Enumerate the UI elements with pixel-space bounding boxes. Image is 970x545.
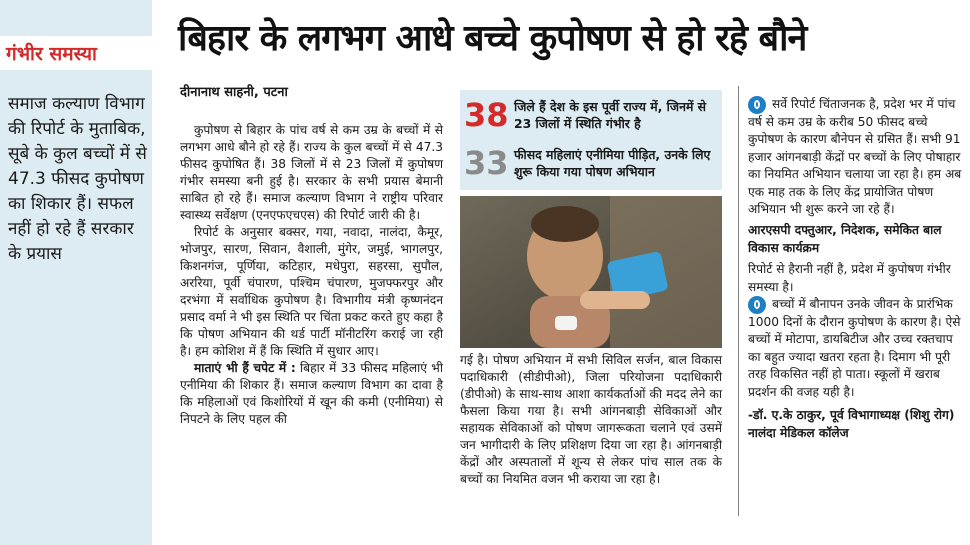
stat-text: फीसद महिलाएं एनीमिया पीड़ित, उनके लिए शुरू किया गया पोषण अभियान [514, 147, 711, 179]
quotes-column [748, 96, 962, 442]
stats-box [460, 90, 722, 190]
child-photo [460, 196, 722, 348]
quote-icon [748, 96, 766, 114]
quote-author: -डॉ. ए.के ठाकुर, पूर्व विभागाध्यक्ष (शिशु रोग) नालंदा मेडिकल कॉलेज [748, 408, 955, 440]
quote-text: सर्वे रिपोर्ट चिंताजनक है, प्रदेश भर में पांच वर्ष से कम उम्र के करीब 50 फीसद बच्चे कुपोषण के कारण बौनेपन से ग्रसित हैं। सभी 91 हजार आंगनबाड़ी केंद्रों पर बच्चों के लिए पोषाहार का नियमित अभियान चलाया जा रहा है। हम अब एक माह तक के लिए केंद्र प्रायोजित पोषण अभियान भी शुरू करने जा रहे हैं। [748, 97, 962, 217]
quote-lead: रिपोर्ट से हैरानी नहीं है, प्रदेश में कुपोषण गंभीर समस्या है। [748, 262, 951, 294]
quote-icon [748, 296, 766, 314]
child-photo-illustration [460, 196, 722, 348]
paragraph: रिपोर्ट के अनुसार बक्सर, गया, नवादा, नालंदा, कैमूर, भोजपुर, सारण, सिवान, वैशाली, मुंगेर, जमुई, भागलपुर, किशनगंज, पूर्णिया, कटिहार, मधेपुरा, सहरसा, सुपौल, अररिया, पूर्वी चंपारण, पश्चिम चंपारण, मुजफ्फरपुर और दरभंगा में सर्वाधिक कुपोषण है। विभागीय मंत्री कृष्णनंदन प्रसाद वर्मा ने भी इस स्थिति पर चिंता प्रकट करते हुए कहा है कि पोषण अभियान की थर्ड पार्टी मॉनीटरिंग कराई जा रही है। हम कोशिश में हैं कि स्थिति में सुधार आए। [180, 225, 443, 358]
quote-block [748, 96, 962, 218]
paragraph-text: बिहार में 33 फीसद महिलाएं भी एनीमिया की शिकार हैं। समाज कल्याण विभाग का दावा है कि महिलाओं एवं किशोरियों में खून की कमी (एनीमिया) से निपटने के लिए पहल की [180, 361, 443, 426]
article-headline: बिहार के लगभग आधे बच्चे कुपोषण से हो रहे बौने [178, 18, 807, 59]
sidebar-label-box [0, 36, 152, 70]
subheading: माताएं भी हैं चपेट में : [194, 361, 296, 375]
paragraph [180, 360, 443, 428]
sidebar-panel [0, 0, 152, 545]
article-column-1 [180, 122, 443, 428]
quote-author: आरएसपी दफ्तुआर, निदेशक, समेकित बाल विकास कार्यक्रम [748, 223, 942, 255]
sidebar-summary: समाज कल्याण विभाग की रिपोर्ट के मुताबिक, सूबे के कुल बच्चों में से 47.3 फीसद कुपोषण का शिकार हैं। सफल नहीं हो रहे हैं सरकार के प्रयास [8, 94, 147, 264]
stat-number: 33 [464, 144, 509, 182]
stat-text: जिले हैं देश के इस पूर्वी राज्य में, जिनमें से 23 जिलों में स्थिति गंभीर है [514, 99, 707, 131]
quote-text: बच्चों में बौनापन उनके जीवन के प्रारंभिक 1000 दिनों के दौरान कुपोषण के कारण है। ऐसे बच्चों में मोटापा, डायबिटीज और उच्च रक्तचाप का बहुत ज्यादा खतरा रहता है। दिमाग भी पूरी तरह विकसित नहीं हो पाता। स्कूलों में खराब प्रदर्शन की वजह यही है। [748, 297, 961, 399]
column-divider [738, 86, 739, 516]
sidebar-label: गंभीर समस्या [6, 43, 97, 65]
byline: दीनानाथ साहनी, पटना [180, 85, 288, 100]
paragraph: कुपोषण से बिहार के पांच वर्ष से कम उम्र के बच्चों में से लगभग आधे बौने हो रहे हैं। राज्य के कुल बच्चों में से 47.3 फीसद कुपोषित हैं। 38 जिलों में से 23 जिलों में कुपोषण गंभीर समस्या बनी हुई है। सरकार के सभी प्रयास बेमानी साबित हो रहे हैं। समाज कल्याण विभाग ने राष्ट्रीय परिवार स्वास्थ्य सर्वेक्षण (एनएफएचएस) की रिपोर्ट जारी की है। [180, 123, 443, 222]
quote-block [748, 296, 962, 401]
article-column-2: गई है। पोषण अभियान में सभी सिविल सर्जन, बाल विकास पदाधिकारी (सीडीपीओ), जिला परियोजना पदाधिकारी (डीपीओ) के साथ-साथ आशा कार्यकर्ताओं की मदद लेने का फैसला किया गया है। सभी आंगनबाड़ी सेविकाओं और सहायक सेविकाओं को पोषण जागरूकता चलाने एवं उसमें जन भागीदारी के लिए प्रशिक्षण दिया जा रहा है। आंगनबाड़ी केंद्रों और अस्पतालों में शून्य से लेकर पांच साल तक के बच्चों का नियमित वजन भी कराया जा रहा है। [460, 353, 722, 486]
stat-number: 38 [464, 96, 509, 134]
